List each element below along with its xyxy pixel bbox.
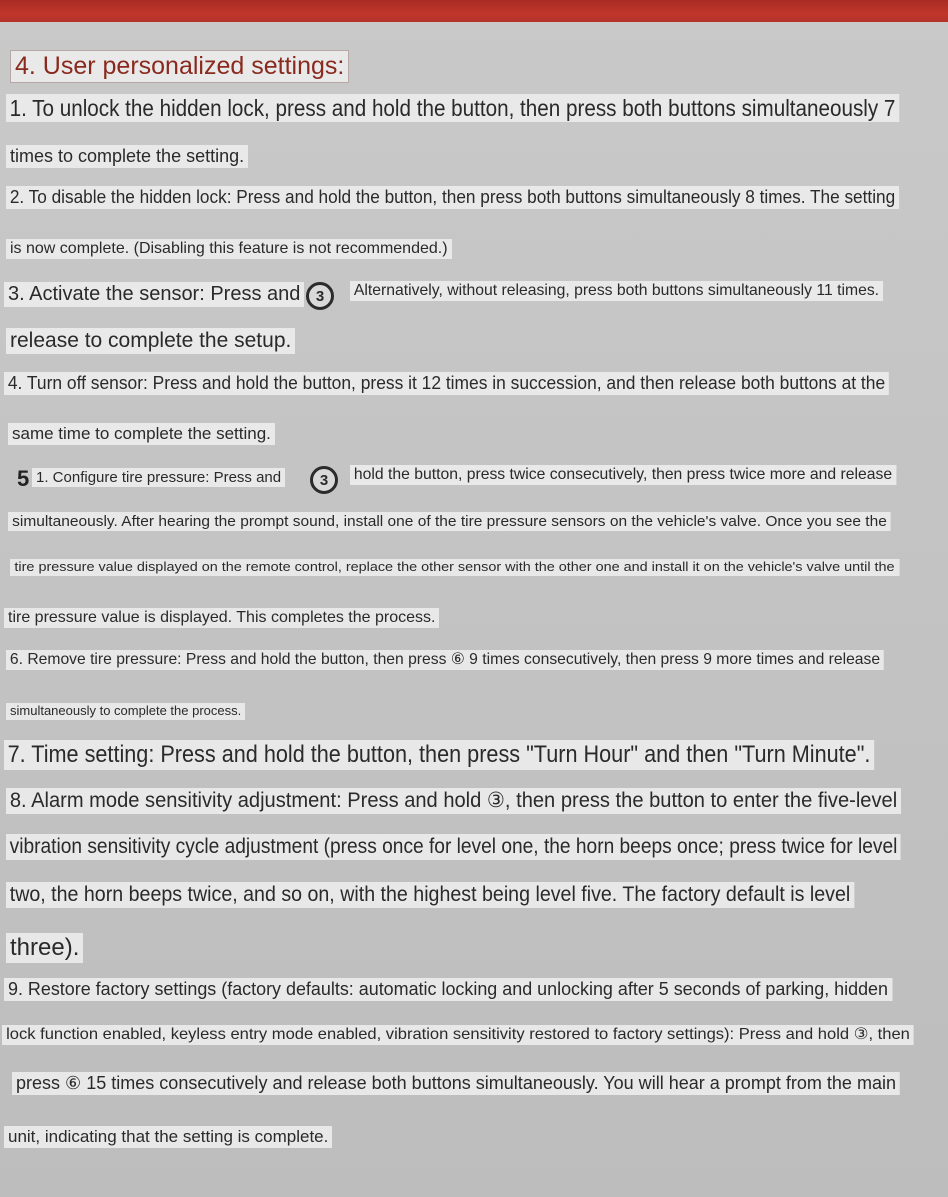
- item-9-line-2: lock function enabled, keyless entry mode enabled, vibration sensitivity restored to factory settings): Press and hold ③, then: [2, 1025, 914, 1045]
- item-5-line-4: tire pressure value is displayed. This completes the process.: [4, 608, 439, 628]
- section-heading: 4. User personalized settings:: [10, 50, 349, 83]
- item-9-line-3: press ⑥ 15 times consecutively and release both buttons simultaneously. You will hear a prompt from the main: [12, 1072, 900, 1095]
- item-4-line-1: 4. Turn off sensor: Press and hold the button, press it 12 times in succession, and then release both buttons at the: [4, 372, 889, 395]
- item-5-line-1: 1. Configure tire pressure: Press and: [32, 468, 285, 487]
- item-3-line-1: 3. Activate the sensor: Press and: [4, 282, 304, 307]
- item-1-line-2: times to complete the setting.: [6, 145, 248, 168]
- item-2-line-1: 2. To disable the hidden lock: Press and hold the button, then press both buttons simultaneously 8 times. The setting: [6, 186, 899, 209]
- item-5-number: 5: [17, 466, 30, 491]
- button-3-icon: 3: [306, 282, 334, 310]
- item-8-line-2: vibration sensitivity cycle adjustment (press once for level one, the horn beeps once; press twice for level: [6, 834, 901, 860]
- item-2-line-2: is now complete. (Disabling this feature is not recommended.): [6, 239, 452, 259]
- item-1-line-1: 1. To unlock the hidden lock, press and hold the button, then press both buttons simultaneously 7: [6, 94, 899, 122]
- item-4-line-2: same time to complete the setting.: [8, 423, 275, 445]
- button-3-icon-2: 3: [310, 466, 338, 494]
- item-9-line-1: 9. Restore factory settings (factory defaults: automatic locking and unlocking after 5 seconds of parking, hidden: [4, 978, 892, 1001]
- item-3-line-2: release to complete the setup.: [6, 328, 295, 354]
- item-6-line-1: 6. Remove tire pressure: Press and hold the button, then press ⑥ 9 times consecutively, then press 9 more times and release: [6, 650, 884, 670]
- item-6-line-2: simultaneously to complete the process.: [6, 703, 245, 720]
- item-8-line-1: 8. Alarm mode sensitivity adjustment: Press and hold ③, then press the button to enter the five-level: [6, 788, 901, 814]
- item-3-line-1b: Alternatively, without releasing, press both buttons simultaneously 11 times.: [350, 281, 883, 301]
- item-5-line-3: tire pressure value displayed on the remote control, replace the other sensor with the other one and install it on the vehicle's valve until the: [10, 559, 899, 576]
- item-7-line: 7. Time setting: Press and hold the button, then press "Turn Hour" and then "Turn Minute".: [4, 740, 874, 770]
- item-5-line-2: simultaneously. After hearing the prompt sound, install one of the tire pressure sensors on the vehicle's valve. Once you see the: [8, 512, 891, 531]
- item-5-line-1b: hold the button, press twice consecutively, then press twice more and release: [350, 465, 896, 485]
- item-8-line-3: two, the horn beeps twice, and so on, with the highest being level five. The factory default is level: [6, 882, 854, 908]
- top-red-band: [0, 0, 948, 22]
- item-9-line-4: unit, indicating that the setting is complete.: [4, 1126, 332, 1148]
- item-8-line-4: three).: [6, 933, 83, 963]
